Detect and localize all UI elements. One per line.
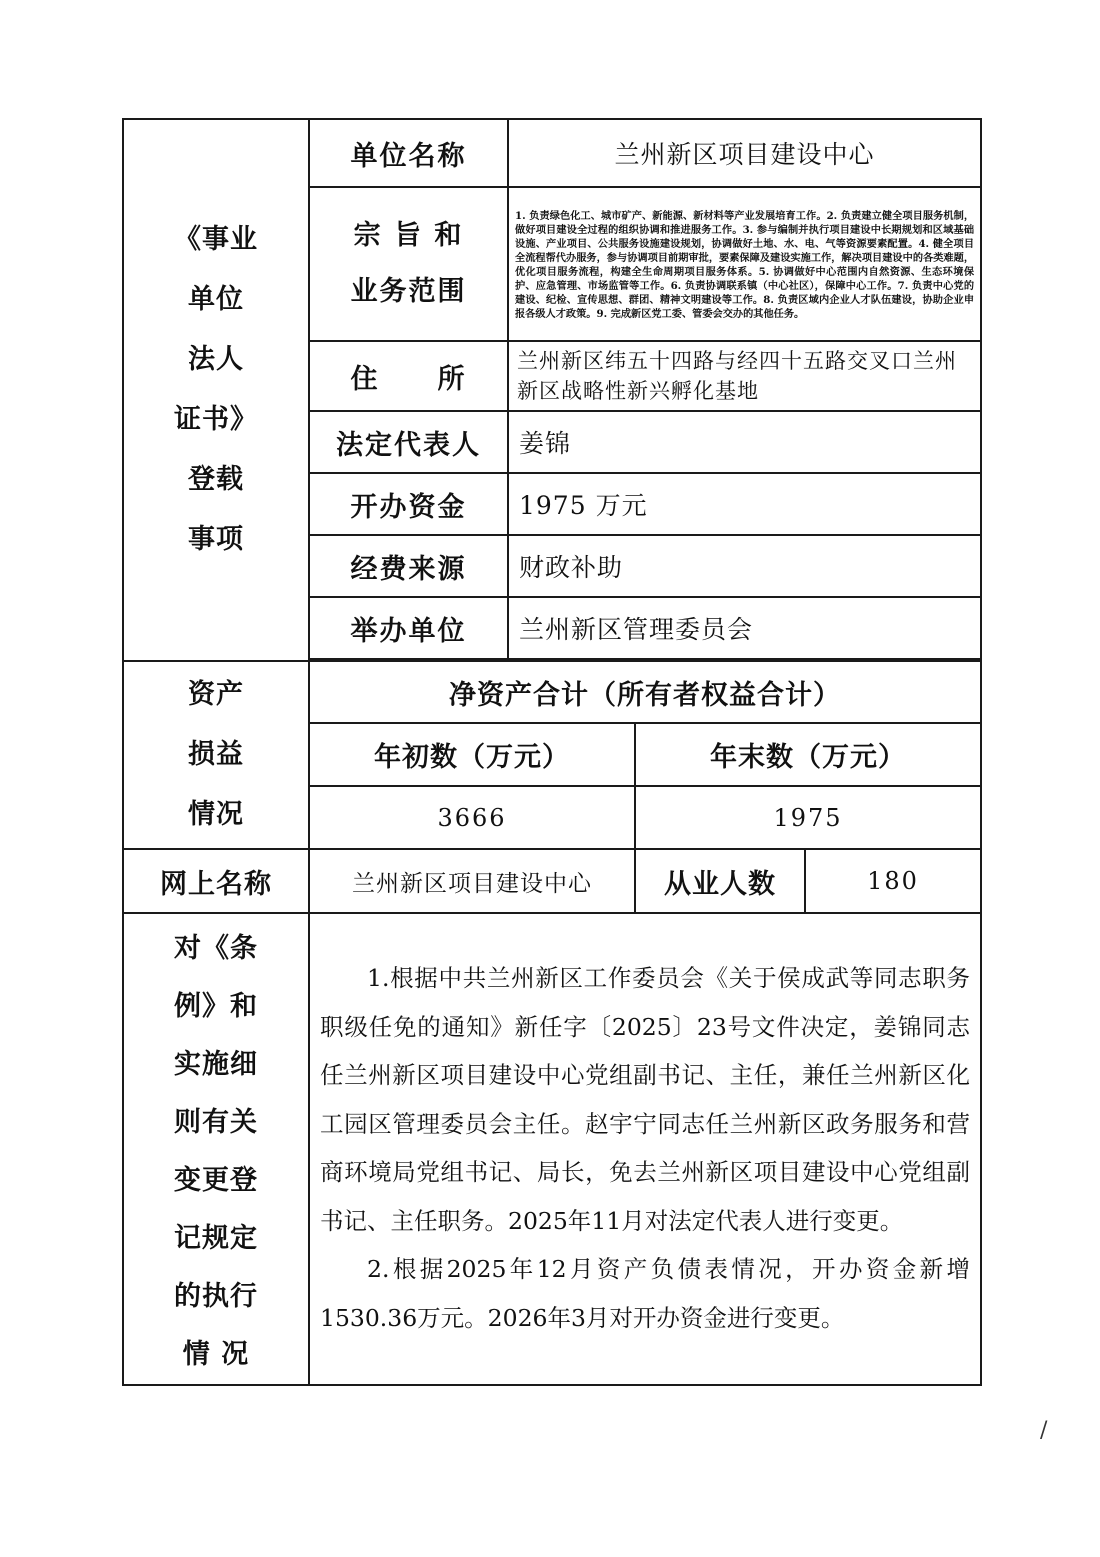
certificate-label-line: 《事业	[174, 224, 258, 255]
begin-of-year-label: 年初数（万元）	[309, 723, 635, 786]
begin-of-year-value: 3666	[309, 786, 635, 849]
page-mark: /	[1040, 1418, 1048, 1443]
end-of-year-value: 1975	[635, 786, 981, 849]
online-name-row	[123, 849, 981, 913]
online-name-value: 兰州新区项目建设中心	[309, 849, 635, 913]
registration-table	[122, 118, 982, 1386]
assets-label-line: 资产	[188, 679, 244, 710]
compliance-section-label	[123, 913, 309, 1385]
purpose-label-line: 业务范围	[350, 276, 467, 307]
legal-rep-label: 法定代表人	[309, 411, 508, 473]
assets-label-line: 损益	[188, 739, 244, 770]
compliance-label-line: 实施细	[174, 1049, 258, 1080]
compliance-label-line: 则有关	[174, 1107, 258, 1138]
compliance-label-line: 情 况	[182, 1339, 250, 1370]
funding-source-label: 经费来源	[309, 535, 508, 597]
net-assets-header: 净资产合计（所有者权益合计）	[309, 661, 981, 723]
capital-label: 开办资金	[309, 473, 508, 535]
compliance-label-line: 记规定	[174, 1223, 258, 1254]
legal-rep-value: 姜锦	[508, 411, 981, 473]
compliance-paragraph: 1.根据中共兰州新区工作委员会《关于侯成武等同志职务职级任免的通知》新任字〔2025〕23号文件决定，姜锦同志任兰州新区项目建设中心党组副书记、主任，兼任兰州新区化工园区管理委员会主任。赵宇宁同志任兰州新区政务服务和营商环境局党组书记、局长，免去兰州新区项目建设中心党组副书记、主任职务。2025年11月对法定代表人进行变更。	[320, 964, 971, 1235]
certificate-label-line: 登载	[188, 464, 244, 495]
compliance-row	[123, 913, 981, 1385]
staff-count-label: 从业人数	[635, 849, 805, 913]
certificate-label-line: 证书》	[174, 404, 258, 435]
certificate-label-line: 事项	[188, 524, 244, 555]
online-name-label: 网上名称	[123, 849, 309, 913]
capital-value: 1975 万元	[508, 473, 981, 535]
address-label: 住 所	[309, 341, 508, 411]
address-value: 兰州新区纬五十四路与经四十五路交叉口兰州新区战略性新兴孵化基地	[508, 341, 981, 411]
assets-header-row	[123, 661, 981, 723]
compliance-label-line: 变更登	[174, 1165, 258, 1196]
compliance-label-line: 对《条	[174, 933, 258, 964]
purpose-value: 1. 负责绿色化工、城市矿产、新能源、新材料等产业发展培育工作。2. 负责建立健全项目服务机制，做好项目建设全过程的组织协调和推进服务工作。3. 参与编制并执行项目建设中长期规划和区域基础设施、产业项目、公共服务设施建设规划，协调做好土地、水、电、气等资源要素配置。4. 健全项目全流程帮代办服务，参与协调项目前期审批，要素保障及建设实施工作，解决项目建设中的各类难题，优化项目服务流程，构建全生命周期项目服务体系。5. 协调做好中心范围内自然资源、生态环境保护、应急管理、市场监管等工作。6. 负责协调联系镇（中心社区），保障中心工作。7. 负责中心党的建设、纪检、宣传思想、群团、精神文明建设等工作。8. 负责区域内企业人才队伍建设，协助企业申报各级人才政策。9. 完成新区党工委、管委会交办的其他任务。	[508, 187, 981, 341]
sponsor-label: 举办单位	[309, 597, 508, 659]
assets-label-line: 情况	[188, 799, 244, 830]
purpose-label-line: 宗 旨 和	[353, 220, 464, 251]
unit-name-label: 单位名称	[309, 119, 508, 187]
compliance-notes	[309, 913, 981, 1385]
end-of-year-label: 年末数（万元）	[635, 723, 981, 786]
certificate-section-label	[123, 119, 309, 661]
sponsor-value: 兰州新区管理委员会	[508, 597, 981, 659]
staff-count-value: 180	[805, 849, 981, 913]
certificate-label-line: 法人	[188, 344, 244, 375]
certificate-label-line: 单位	[188, 284, 244, 315]
unit-name-value: 兰州新区项目建设中心	[508, 119, 981, 187]
assets-section-label	[123, 661, 309, 849]
compliance-label-line: 例》和	[174, 991, 258, 1022]
funding-source-value: 财政补助	[508, 535, 981, 597]
unit-name-row	[123, 119, 981, 187]
purpose-label	[309, 187, 508, 341]
compliance-label-line: 的执行	[174, 1281, 258, 1312]
compliance-paragraph: 2.根据2025年12月资产负债表情况，开办资金新增1530.36万元。2026年3月对开办资金进行变更。	[320, 1255, 971, 1332]
